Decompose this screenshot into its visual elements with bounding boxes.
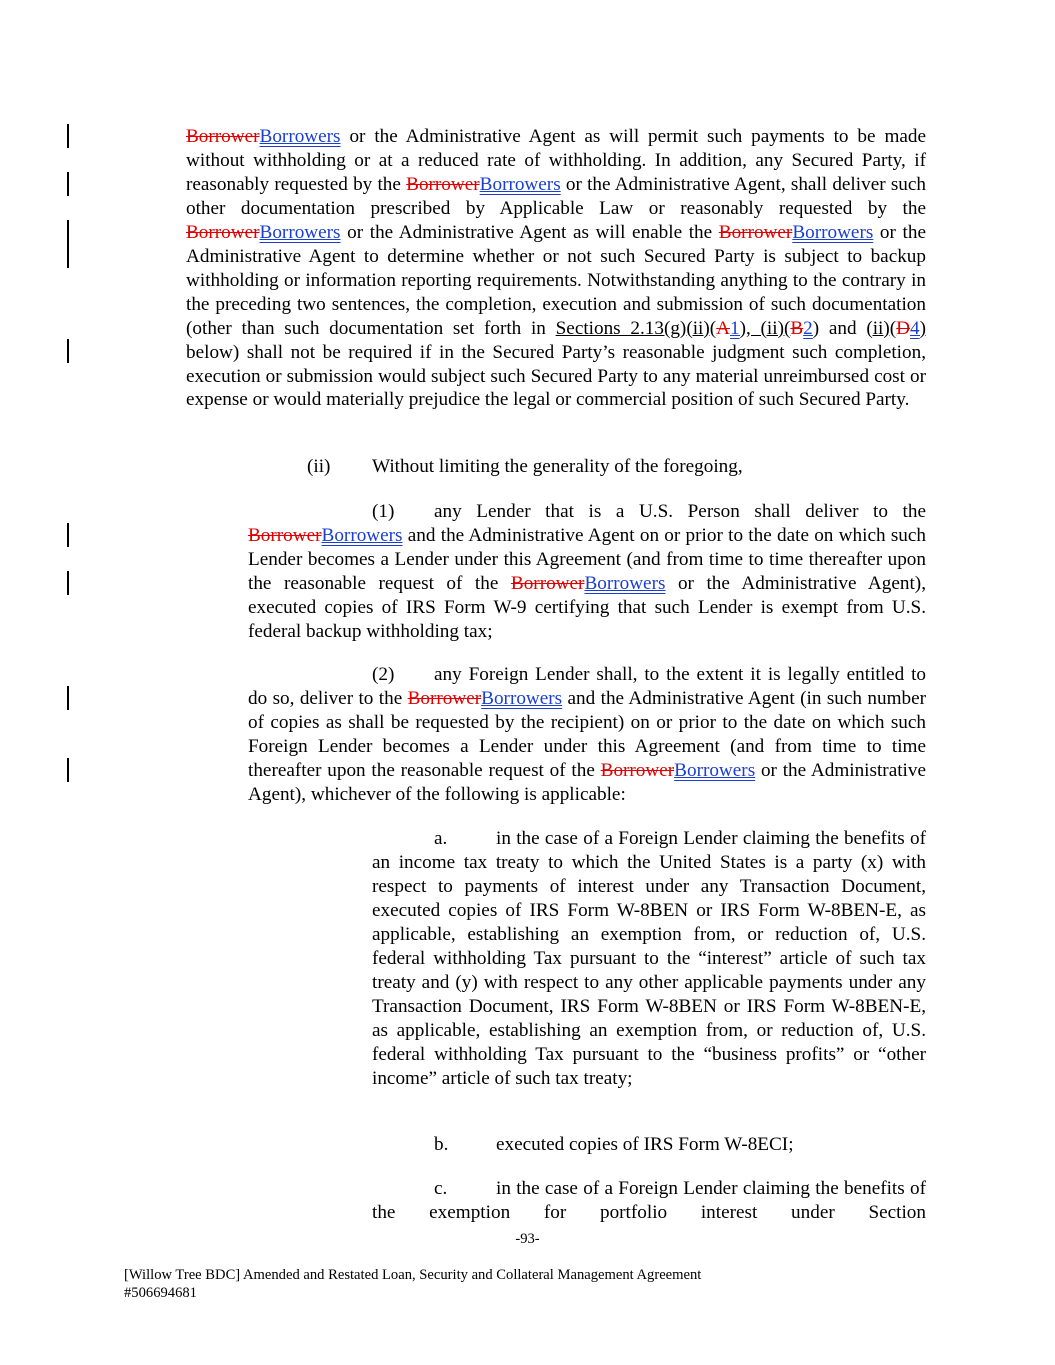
body-text: or the Administrative Agent to determine whether or not such Secured Party is subject to backup withholding or information reporting requirements. Notwithstanding anything to the contrary in the preceding two sentences, the completion, execution and submission of such documentation (other than such documentation set forth in: [186, 221, 926, 339]
deleted-text: Borrower: [407, 687, 482, 709]
change-bar: [67, 686, 69, 710]
inserted-text: Borrowers: [792, 221, 874, 243]
document-footer: [124, 1266, 701, 1302]
deleted-text: B: [790, 317, 804, 339]
inserted-text: 2: [803, 317, 813, 339]
deleted-text: D: [896, 317, 911, 339]
clause-label: a.: [434, 828, 448, 849]
deleted-text: Borrower: [718, 221, 793, 243]
clause-text: Without limiting the generality of the foregoing,: [372, 456, 743, 477]
deleted-text: Borrower: [406, 173, 480, 195]
body-text: or the Administrative Agent, shall deliver such other documentation prescribed by Applicable Law or reasonably requested by the: [186, 173, 926, 219]
body-text: and: [819, 317, 867, 339]
clause-text: any Lender that is a U.S. Person shall deliver to the: [434, 501, 926, 522]
clause-label: (1): [372, 501, 395, 522]
section-reference: (ii)(: [866, 317, 897, 339]
deleted-text: Borrower: [510, 572, 585, 594]
inserted-text: Borrowers: [259, 126, 341, 147]
change-bar: [67, 571, 69, 595]
change-bar: [67, 339, 69, 363]
clause-2: [248, 663, 926, 807]
clause-label: (ii): [307, 456, 331, 477]
inserted-text: Borrowers: [259, 221, 341, 243]
clause-label: c.: [434, 1178, 448, 1199]
section-reference: Sections 2.13(g)(ii)(: [555, 317, 717, 339]
inserted-text: Borrowers: [481, 687, 563, 709]
clause-c: [372, 1177, 926, 1225]
clause-text: executed copies of IRS Form W-8ECI;: [496, 1134, 794, 1155]
deleted-text: A: [716, 317, 731, 339]
footer-title: [Willow Tree BDC] Amended and Restated Loan, Security and Collateral Management Agreement: [124, 1267, 702, 1283]
section-reference: ),: [739, 317, 761, 339]
clause-b: [434, 1133, 926, 1157]
deleted-text: Borrower: [248, 524, 322, 546]
page-number: -93-: [515, 1231, 540, 1247]
deleted-text: Borrower: [186, 221, 260, 243]
inserted-text: Borrowers: [479, 173, 561, 195]
section-reference: ): [812, 317, 820, 339]
body-text: or the Administrative Agent as will permit such payments to be made without withholding or at a reduced rate of withholding. In addition, any Secured Party, if reasonably requested by the: [186, 126, 926, 195]
clause-1: [248, 500, 926, 644]
body-text: below) shall not be required if in the Secured Party’s reasonable judgment such completion, execution or submission would subject such Secured Party to any material unreimbursed cost or expense or would materially prejudice the legal or commercial position of such Secured Party.: [186, 341, 926, 411]
clause-text: or the Administrative Agent), whichever of the following is applicable:: [248, 759, 926, 805]
clause-ii: [307, 455, 927, 479]
section-reference: (ii)(: [760, 317, 791, 339]
clause-text: in the case of a Foreign Lender claiming the benefits of the exemption for portfolio interest under Section: [372, 1178, 926, 1223]
clause-text: and the Administrative Agent (in such number of copies as shall be requested by the recipient) on or prior to the date on which such Foreign Lender becomes a Lender under this Agreement (and from time to time thereafter upon the reasonable request of the: [248, 687, 926, 781]
inserted-text: 4: [910, 317, 920, 339]
change-bar: [67, 172, 69, 196]
clause-text: any Foreign Lender shall, to the extent it is legally entitled to do so, deliver to the: [248, 664, 926, 709]
clause-label: (2): [372, 664, 395, 685]
section-reference: ): [919, 317, 926, 339]
paragraph-withholding-docs: [186, 125, 926, 412]
deleted-text: Borrower: [186, 126, 260, 147]
clause-text: or the Administrative Agent), executed copies of IRS Form W-9 certifying that such Lender is exempt from U.S. federal backup withholding tax;: [248, 572, 926, 642]
clause-text: and the Administrative Agent on or prior to the date on which such Lender becomes a Lender under this Agreement (and from time to time thereafter upon the reasonable request of the: [248, 524, 926, 594]
inserted-text: Borrowers: [584, 572, 666, 594]
footer-doc-id: #506694681: [124, 1285, 197, 1301]
clause-text: in the case of a Foreign Lender claiming the benefits of an income tax treaty to which the United States is a party (x) with respect to payments of interest under any Transaction Document, executed copies of IRS Form W-8BEN or IRS Form W-8BEN-E, as applicable, establishing an exemption from, or reduction of, U.S. federal withholding Tax pursuant to the “interest” article of such tax treaty and (y) with respect to any other applicable payments under any Transaction Document, IRS Form W-8BEN or IRS Form W-8BEN-E, as applicable, establishing an exemption from, or reduction of, U.S. federal withholding Tax pursuant to the “business profits” or “other income” article of such tax treaty;: [372, 828, 926, 1089]
inserted-text: Borrowers: [674, 759, 756, 781]
change-bar: [67, 124, 69, 148]
clause-a: [372, 827, 926, 1090]
change-bar: [67, 758, 69, 782]
inserted-text: 1: [730, 317, 740, 339]
change-bar: [67, 220, 69, 268]
deleted-text: Borrower: [600, 759, 675, 781]
change-bar: [67, 523, 69, 547]
body-text: or the Administrative Agent as will enable the: [340, 221, 719, 243]
inserted-text: Borrowers: [321, 524, 403, 546]
clause-label: b.: [434, 1134, 449, 1155]
